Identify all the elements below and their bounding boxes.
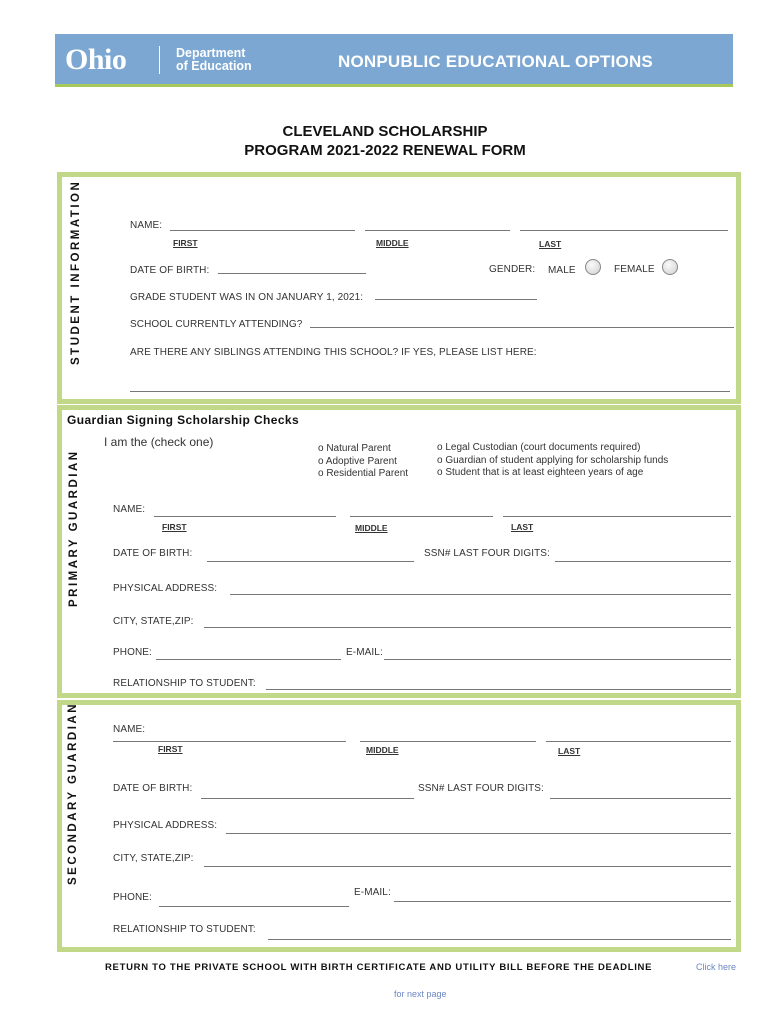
secondary-email-label: E-MAIL: xyxy=(354,887,391,898)
siblings-field[interactable] xyxy=(130,391,730,392)
grade-field[interactable] xyxy=(375,299,537,300)
banner-title: NONPUBLIC EDUCATIONAL OPTIONS xyxy=(338,52,653,71)
option-natural-parent[interactable]: o Natural Parent xyxy=(318,443,391,454)
student-first-caption: FIRST xyxy=(173,238,198,248)
primary-email-label: E-MAIL: xyxy=(346,647,383,658)
secondary-ssn-field[interactable] xyxy=(550,798,731,799)
primary-middle-name-field[interactable] xyxy=(350,516,493,517)
primary-address-label: PHYSICAL ADDRESS: xyxy=(113,583,218,594)
secondary-first-name-field[interactable] xyxy=(113,741,346,742)
student-first-name-field[interactable] xyxy=(170,230,355,231)
option-residential-parent[interactable]: o Residential Parent xyxy=(318,468,409,479)
secondary-email-field[interactable] xyxy=(394,901,731,902)
primary-address-field[interactable] xyxy=(230,594,731,595)
gender-male-label: MALE xyxy=(548,265,576,276)
school-attending-field[interactable] xyxy=(310,327,734,328)
primary-city-field[interactable] xyxy=(204,627,731,628)
secondary-last-name-field[interactable] xyxy=(546,741,731,742)
primary-ssn-field[interactable] xyxy=(555,561,731,562)
primary-relationship-label: RELATIONSHIP TO STUDENT: xyxy=(113,678,256,689)
primary-dob-label: DATE OF BIRTH: xyxy=(113,548,193,559)
gender-female-label: FEMALE xyxy=(614,264,655,275)
secondary-name-label: NAME: xyxy=(113,724,146,735)
secondary-city-label: CITY, STATE,ZIP: xyxy=(113,853,194,864)
secondary-middle-name-field[interactable] xyxy=(360,741,536,742)
primary-phone-label: PHONE: xyxy=(113,647,152,658)
secondary-relationship-field[interactable] xyxy=(268,939,731,940)
student-dob-field[interactable] xyxy=(218,273,366,274)
check-one-text: I am the (check one) xyxy=(104,435,214,449)
primary-relationship-field[interactable] xyxy=(266,689,731,690)
secondary-dob-field[interactable] xyxy=(201,798,414,799)
student-name-label: NAME: xyxy=(130,220,163,231)
primary-last-caption: LAST xyxy=(511,522,534,532)
student-information-section xyxy=(57,172,741,404)
secondary-last-caption: LAST xyxy=(558,746,581,756)
school-attending-label: SCHOOL CURRENTLY ATTENDING? xyxy=(130,319,303,330)
primary-last-name-field[interactable] xyxy=(503,516,731,517)
primary-dob-field[interactable] xyxy=(207,561,414,562)
student-information-label: STUDENT INFORMATION xyxy=(70,179,82,365)
secondary-city-field[interactable] xyxy=(204,866,731,867)
department-logo-text xyxy=(176,47,252,73)
student-middle-caption: MIDDLE xyxy=(376,238,409,248)
option-adoptive-parent[interactable]: o Adoptive Parent xyxy=(318,455,397,467)
gender-male-radio[interactable] xyxy=(585,259,601,275)
guardian-type-options-right xyxy=(437,442,668,480)
banner-accent-stripe xyxy=(55,84,733,87)
gender-label: GENDER: xyxy=(489,264,536,275)
secondary-first-caption: FIRST xyxy=(158,744,183,754)
next-page-link[interactable]: Click here xyxy=(696,962,737,972)
ohio-logo: Ohio xyxy=(65,43,127,76)
form-title-line-1: CLEVELAND SCHOLARSHIP xyxy=(282,123,488,140)
secondary-phone-field[interactable] xyxy=(159,906,349,907)
form-title-line-2: PROGRAM 2021-2022 RENEWAL FORM xyxy=(244,142,526,159)
primary-first-name-field[interactable] xyxy=(154,516,336,517)
secondary-guardian-label: SECONDARY GUARDIAN xyxy=(67,701,79,885)
primary-email-field[interactable] xyxy=(384,659,731,660)
siblings-label: ARE THERE ANY SIBLINGS ATTENDING THIS SCHOOL? IF YES, PLEASE LIST HERE: xyxy=(130,347,537,358)
primary-guardian-label: PRIMARY GUARDIAN xyxy=(68,449,80,607)
next-page-link-continued[interactable]: for next page xyxy=(394,989,447,999)
secondary-middle-caption: MIDDLE xyxy=(366,745,399,755)
secondary-address-field[interactable] xyxy=(226,833,731,834)
student-middle-name-field[interactable] xyxy=(365,230,510,231)
secondary-dob-label: DATE OF BIRTH: xyxy=(113,783,193,794)
option-guardian-of-student[interactable]: o Guardian of student applying for scholarship funds xyxy=(437,454,669,466)
primary-name-label: NAME: xyxy=(113,504,146,515)
footer-instruction: RETURN TO THE PRIVATE SCHOOL WITH BIRTH CERTIFICATE AND UTILITY BILL BEFORE THE DEADLINE xyxy=(105,962,653,973)
secondary-ssn-label: SSN# LAST FOUR DIGITS: xyxy=(418,783,544,794)
student-last-caption: LAST xyxy=(539,239,562,249)
guardian-type-options-left xyxy=(318,443,408,481)
primary-city-label: CITY, STATE,ZIP: xyxy=(113,616,194,627)
student-dob-label: DATE OF BIRTH: xyxy=(130,265,210,276)
student-last-name-field[interactable] xyxy=(520,230,728,231)
primary-ssn-label: SSN# LAST FOUR DIGITS: xyxy=(424,548,550,559)
option-legal-custodian[interactable]: o Legal Custodian (court documents required) xyxy=(437,442,641,453)
dept-line-1: Department xyxy=(176,46,246,60)
gender-female-radio[interactable] xyxy=(662,259,678,275)
primary-first-caption: FIRST xyxy=(162,522,187,532)
secondary-relationship-label: RELATIONSHIP TO STUDENT: xyxy=(113,924,256,935)
secondary-address-label: PHYSICAL ADDRESS: xyxy=(113,820,218,831)
secondary-phone-label: PHONE: xyxy=(113,892,152,903)
guardian-signing-heading: Guardian Signing Scholarship Checks xyxy=(67,413,300,427)
primary-middle-caption: MIDDLE xyxy=(355,523,388,533)
logo-divider xyxy=(159,46,160,74)
primary-phone-field[interactable] xyxy=(156,659,341,660)
option-adult-student[interactable]: o Student that is at least eighteen years of age xyxy=(437,467,644,478)
dept-line-2: of Education xyxy=(176,59,252,73)
grade-label: GRADE STUDENT WAS IN ON JANUARY 1, 2021: xyxy=(130,292,364,303)
